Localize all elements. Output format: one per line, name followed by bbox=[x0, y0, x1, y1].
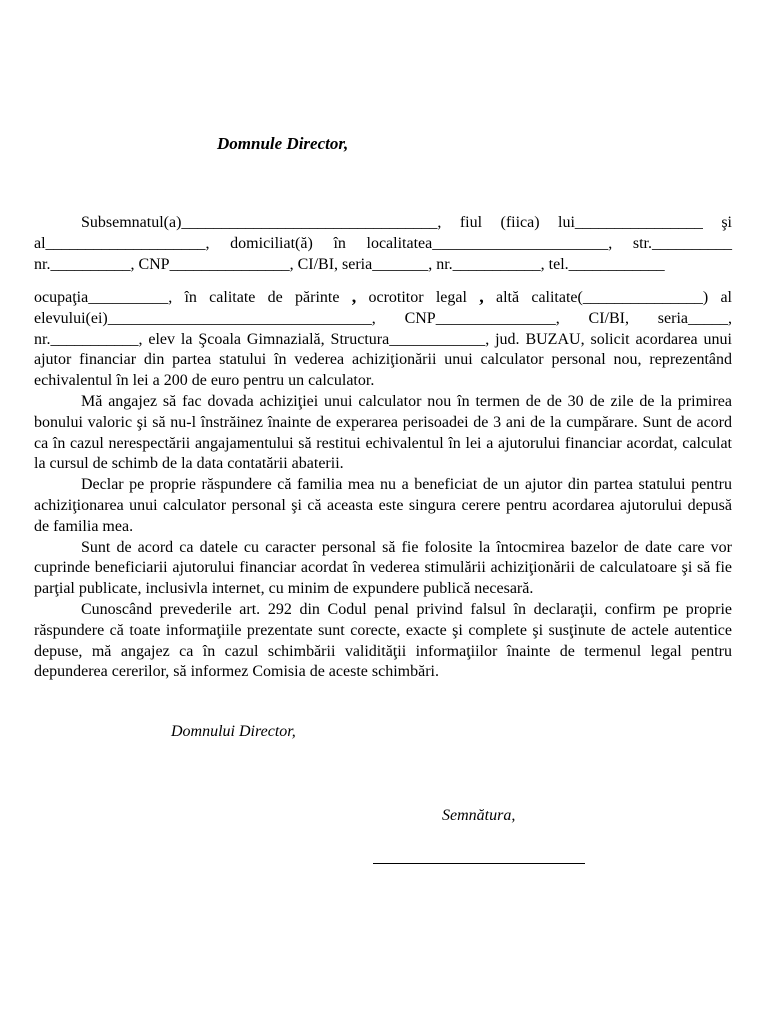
occupation-text: ocupaţia__________, în calitate de părinte bbox=[34, 289, 352, 306]
separator-comma: , bbox=[351, 286, 357, 306]
separator-comma: , bbox=[479, 286, 484, 306]
guardian-text: ocrotitor legal bbox=[356, 289, 480, 306]
request-body-block bbox=[34, 286, 732, 683]
addressee-line: Domnului Director, bbox=[171, 723, 296, 740]
signature-line bbox=[373, 863, 585, 864]
student-details-paragraph bbox=[34, 286, 732, 392]
signature-label: Semnătura, bbox=[442, 807, 516, 824]
commitment-paragraph: Mă angajez să fac dovada achiziţiei unui calculator nou în termen de de 30 de zile de la primirea bonului valoric şi să nu-l înstrăinez înainte de experarea perisoadei de 3 ani de la cumpărare. Sunt de acord ca în cazul nerespectării angajamentului să restitui echivalentul în lei a ajutorului financiar acordat, calculat la cursul de schimb de la data contatării abaterii. bbox=[34, 392, 732, 473]
applicant-identity-paragraph: Subsemnatul(a)________________________________, fiul (fiica) lui________________ şi al____________________, domiciliat(ă) în localitatea______________________, str.__________ nr.__________, CNP_______________, CI/BI, seria_______, nr.___________, tel.____________ bbox=[34, 214, 732, 273]
applicant-identity-block bbox=[34, 213, 732, 275]
legal-statement-paragraph: Cunoscând prevederile art. 292 din Codul penal privind falsul în declaraţii, confirm pe proprie răspundere că toate informaţiile prezentate sunt corecte, exacte şi complete şi susţinute de actele autentice depuse, mă angajez ca în cazul schimbării validităţii informaţiilor înainte de termenul legal pentru depunderea cererilor, să informez Comisia de aceste schimbări. bbox=[34, 600, 732, 681]
student-request-text: altă calitate(_______________) al elevului(ei)_________________________________, CNP_______________, CI/BI, seria_____, nr.___________, elev la Şcoala Gimnazială, Structura____________, jud. BUZAU, solicit acordarea unui ajutor financiar din partea statului în vederea achiziţionării unui calculator personal nou, reprezentând echivalentul în lei a 200 de euro pentru un calculator. bbox=[34, 289, 732, 390]
declaration-paragraph: Declar pe proprie răspundere că familia mea nu a beneficiat de un ajutor din partea statului pentru achiziţionarea unui calculator personal şi că aceasta este singura cerere pentru acordarea ajutorului depusă de familia mea. bbox=[34, 476, 732, 535]
data-consent-paragraph: Sunt de acord ca datele cu caracter personal să fie folosite la întocmirea bazelor de date care vor cuprinde beneficiarii ajutorului financiar acordat în vederea stimulării achiziţionării de calculatoare şi să fie parţial publicate, inclusivla internet, cu minim de expundere publică necesară. bbox=[34, 538, 732, 598]
document-heading: Domnule Director, bbox=[217, 134, 349, 153]
